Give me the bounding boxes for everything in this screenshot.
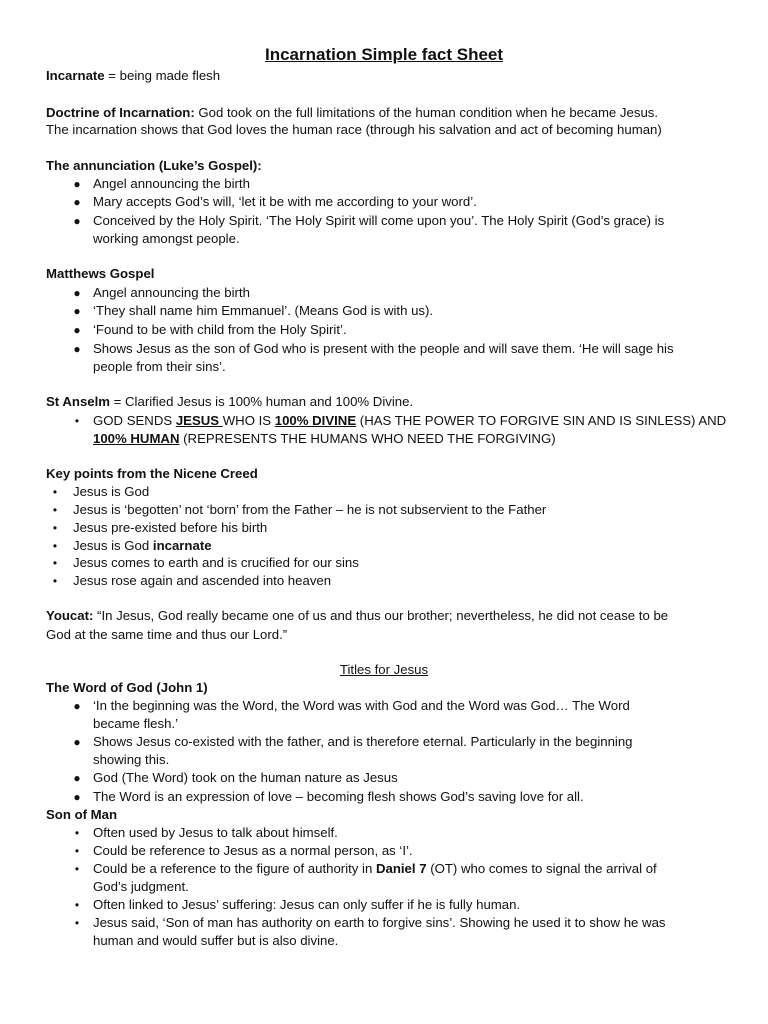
list-item: Jesus rose again and ascended into heaven: [73, 573, 332, 588]
list-item: The Word is an expression of love – becoming flesh shows God’s saving love for all.: [93, 789, 584, 804]
list-item: Jesus is God: [73, 484, 150, 499]
list-item-continued: working amongst people.: [93, 231, 240, 246]
list-item: [93, 860, 657, 878]
bullet: •: [52, 503, 58, 517]
anselm-text: WHO IS: [222, 413, 275, 428]
bullet: •: [52, 521, 58, 535]
list-item: Shows Jesus as the son of God who is present with the people and will save them. ‘He will sage his: [93, 341, 674, 356]
list-item: Mary accepts God’s will, ‘let it be with me according to your word’.: [93, 194, 477, 209]
youcat-line-2: God at the same time and thus our Lord.”: [46, 627, 288, 642]
anselm-point: [93, 412, 726, 430]
list-item: Angel announcing the birth: [93, 285, 250, 300]
youcat-text-1: “In Jesus, God really became one of us and thus our brother; nevertheless, he did not cease to be: [93, 608, 669, 623]
list-item: Often linked to Jesus’ suffering: Jesus can only suffer if he is fully human.: [93, 897, 521, 912]
list-item: ‘In the beginning was the Word, the Word was with God and the Word was God… The Word: [93, 698, 630, 713]
bullet: ●: [73, 286, 81, 300]
list-item-text: Jesus is God: [73, 538, 153, 553]
doctrine-line-1: [46, 104, 658, 122]
bullet: ●: [73, 323, 81, 337]
bullet: •: [52, 574, 58, 588]
anselm-term: St Anselm: [46, 394, 110, 409]
list-item: God (The Word) took on the human nature as Jesus: [93, 770, 398, 785]
list-item-continued: human and would suffer but is also divine.: [93, 933, 339, 948]
list-item-bold: incarnate: [152, 538, 212, 553]
anselm-text: (HAS THE POWER TO FORGIVE SIN AND IS SINLESS) AND: [356, 413, 727, 428]
anselm-text: (REPRESENTS THE HUMANS WHO NEED THE FORGIVING): [179, 431, 556, 446]
anselm-human: 100% HUMAN: [93, 431, 180, 446]
anselm-point-continued: [93, 430, 556, 448]
anselm-text: GOD SENDS: [93, 413, 176, 428]
youcat-term: Youcat:: [46, 608, 94, 623]
bullet: ●: [73, 304, 81, 318]
matthew-heading: Matthews Gospel: [46, 266, 155, 281]
bullet: •: [74, 844, 80, 858]
anselm-jesus: JESUS: [175, 413, 223, 428]
bullet: ●: [73, 790, 81, 804]
nicene-heading: Key points from the Nicene Creed: [46, 466, 258, 481]
list-item: Could be reference to Jesus as a normal person, as ‘I’.: [93, 843, 413, 858]
list-item-continued: God’s judgment.: [93, 879, 189, 894]
list-item-continued: showing this.: [93, 752, 170, 767]
doctrine-line-2: The incarnation shows that God loves the human race (through his salvation and act of becoming human): [46, 122, 662, 137]
bullet: •: [52, 539, 58, 553]
titles-heading: Titles for Jesus: [339, 662, 429, 677]
bullet: ●: [73, 699, 81, 713]
list-item: Jesus pre-existed before his birth: [73, 520, 268, 535]
list-item: Jesus said, ‘Son of man has authority on earth to forgive sins’. Showing he used it to show he was: [93, 915, 666, 930]
page-title: Incarnation Simple fact Sheet: [264, 45, 504, 64]
list-item-text: Could be a reference to the figure of authority in: [93, 861, 376, 876]
bullet: •: [52, 485, 58, 499]
bullet: •: [74, 898, 80, 912]
list-item: ‘They shall name him Emmanuel’. (Means God is with us).: [93, 303, 434, 318]
bullet: ●: [73, 214, 81, 228]
daniel-reference: Daniel 7: [375, 861, 427, 876]
annunciation-heading: The annunciation (Luke’s Gospel):: [46, 158, 262, 173]
bullet: ●: [73, 771, 81, 785]
bullet: ●: [73, 195, 81, 209]
list-item: Conceived by the Holy Spirit. ‘The Holy Spirit will come upon you’. The Holy Spirit (God’s grace) is: [93, 213, 665, 228]
bullet: •: [74, 916, 80, 930]
youcat-line-1: [46, 607, 668, 625]
list-item-continued: people from their sins’.: [93, 359, 226, 374]
incarnate-definition: [46, 67, 220, 85]
list-item: ‘Found to be with child from the Holy Spirit’.: [93, 322, 347, 337]
incarnate-def: = being made flesh: [104, 68, 221, 83]
list-item: Angel announcing the birth: [93, 176, 250, 191]
bullet: •: [52, 556, 58, 570]
anselm-line: [46, 393, 413, 411]
list-item-continued: became flesh.’: [93, 716, 179, 731]
incarnate-term: Incarnate: [46, 68, 105, 83]
bullet: •: [74, 414, 80, 428]
son-heading: Son of Man: [46, 807, 118, 822]
list-item: [73, 537, 212, 555]
bullet: •: [74, 826, 80, 840]
bullet: ●: [73, 735, 81, 749]
anselm-divine: 100% DIVINE: [274, 413, 357, 428]
anselm-def: = Clarified Jesus is 100% human and 100% Divine.: [110, 394, 414, 409]
list-item: Shows Jesus co-existed with the father, and is therefore eternal. Particularly in the beginning: [93, 734, 633, 749]
list-item: Jesus is ‘begotten’ not ‘born’ from the Father – he is not subservient to the Father: [73, 502, 547, 517]
bullet: ●: [73, 342, 81, 356]
list-item-text: (OT) who comes to signal the arrival of: [426, 861, 657, 876]
list-item: Jesus comes to earth and is crucified for our sins: [73, 555, 359, 570]
list-item: Often used by Jesus to talk about himself.: [93, 825, 338, 840]
bullet: ●: [73, 177, 81, 191]
doctrine-term: Doctrine of Incarnation:: [46, 105, 195, 120]
word-heading: The Word of God (John 1): [46, 680, 208, 695]
doctrine-text-1: God took on the full limitations of the human condition when he became Jesus.: [194, 105, 659, 120]
bullet: •: [74, 862, 80, 876]
